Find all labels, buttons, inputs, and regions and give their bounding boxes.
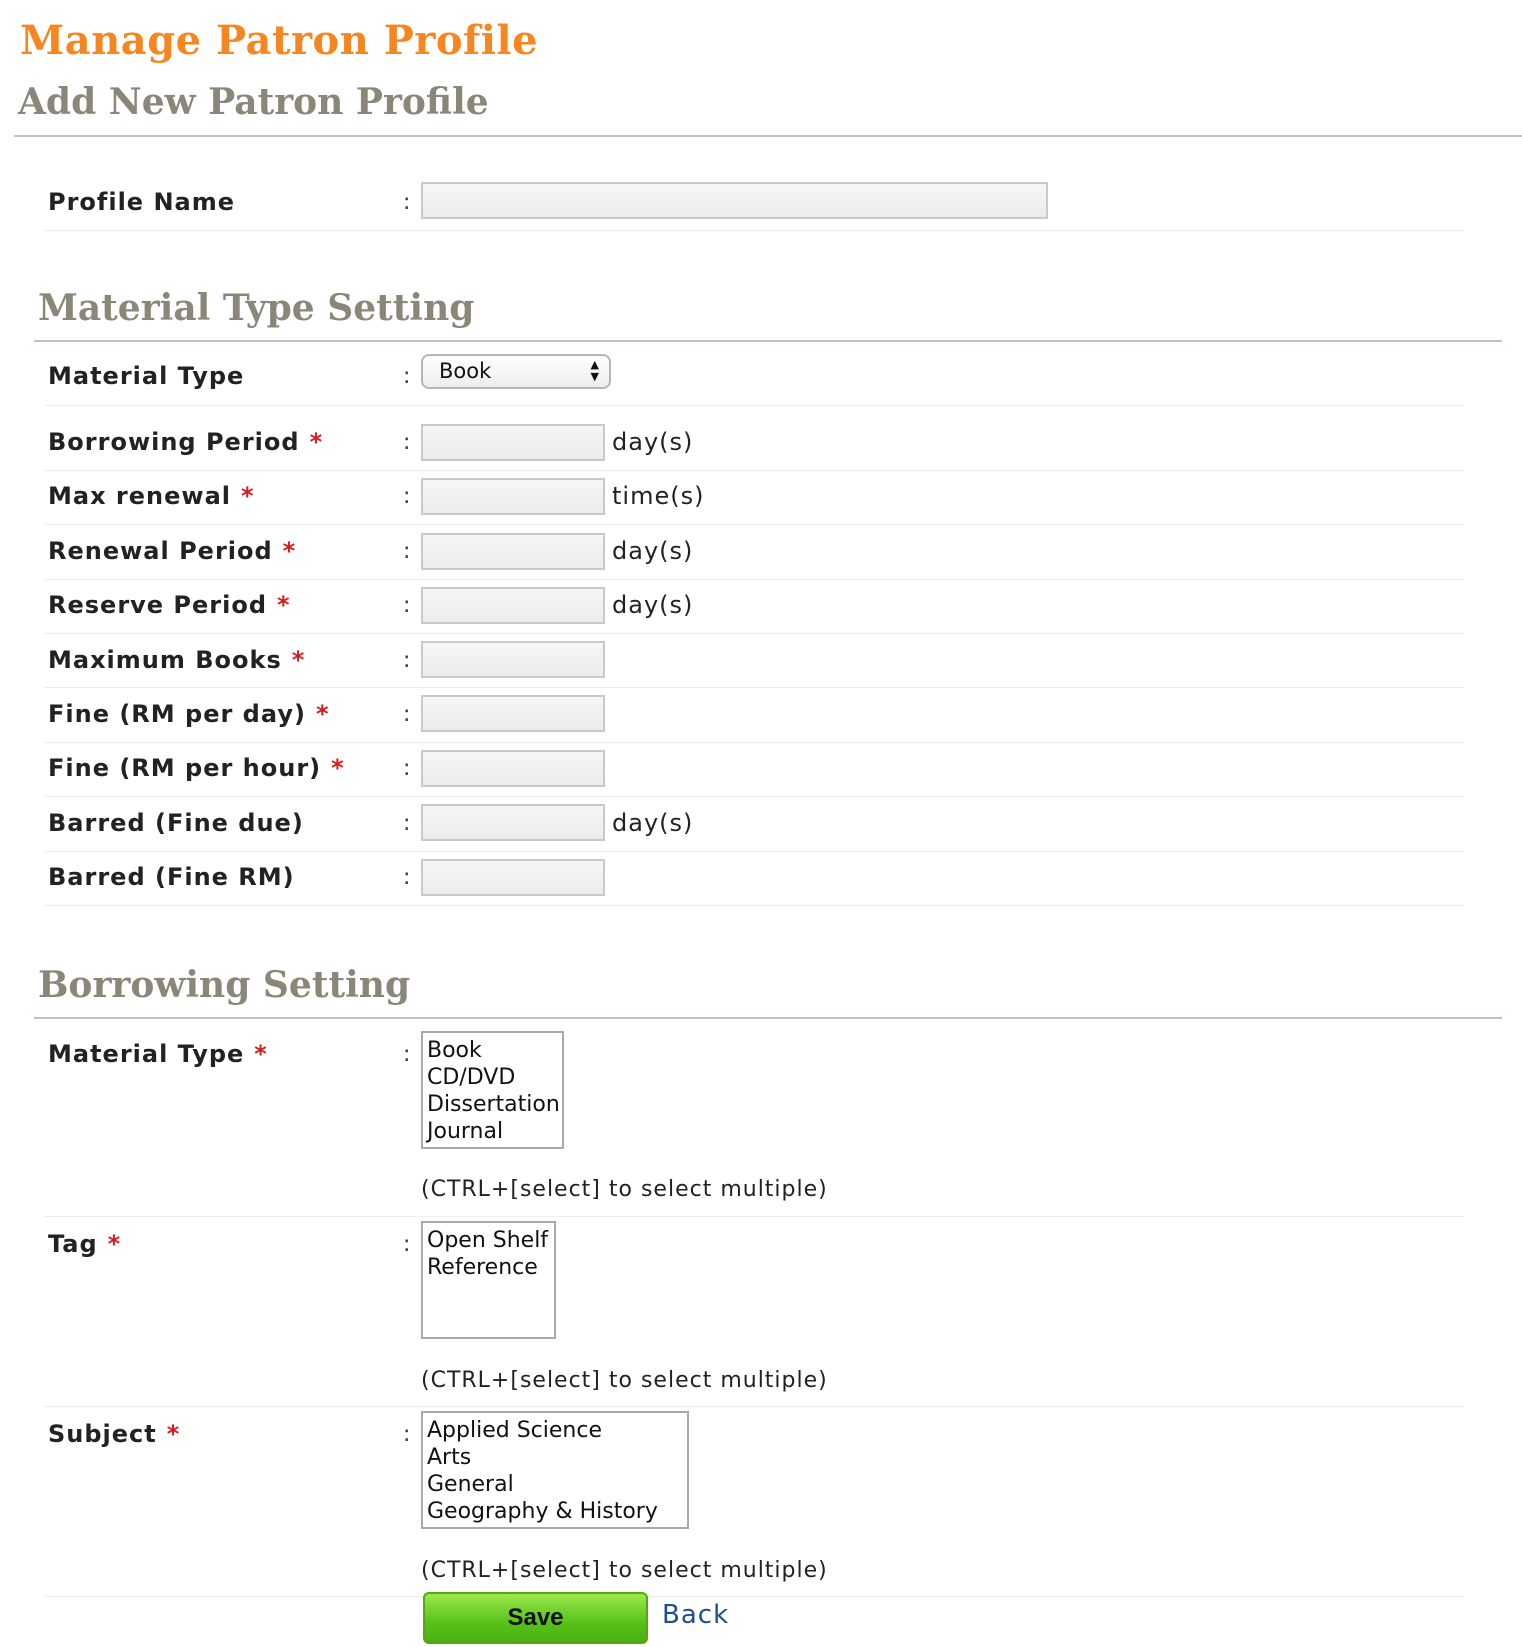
- required-marker: *: [107, 1230, 122, 1258]
- colon: :: [403, 648, 411, 673]
- row-divider: [44, 1216, 1464, 1217]
- barred-fine-rm-input[interactable]: [421, 859, 605, 896]
- maximum-books-label: Maximum Books *: [48, 646, 306, 674]
- required-marker: *: [315, 700, 330, 728]
- colon: :: [403, 811, 411, 836]
- fine-per-hour-input[interactable]: [421, 750, 605, 787]
- maximum-books-input[interactable]: [421, 641, 605, 678]
- borrowing-period-unit: day(s): [612, 428, 694, 456]
- barred-fine-rm-label: Barred (Fine RM): [48, 863, 295, 891]
- reserve-period-unit: day(s): [612, 591, 694, 619]
- renewal-period-input[interactable]: [421, 533, 605, 570]
- tag-label: Tag *: [48, 1230, 122, 1258]
- colon: :: [403, 190, 411, 215]
- material-type-select[interactable]: [421, 354, 611, 389]
- fine-per-day-input[interactable]: [421, 695, 605, 732]
- required-marker: *: [166, 1420, 181, 1448]
- renewal-period-label: Renewal Period *: [48, 537, 297, 565]
- required-marker: *: [277, 591, 291, 619]
- multi-select-hint: (CTRL+[select] to select multiple): [421, 1177, 828, 1202]
- profile-name-label: Profile Name: [48, 188, 236, 216]
- row-divider: [44, 230, 1464, 231]
- page-title: Manage Patron Profile: [20, 17, 539, 64]
- barred-fine-due-label: Barred (Fine due): [48, 809, 304, 837]
- select-arrows-icon: ▲ ▼: [590, 358, 599, 383]
- row-divider: [44, 796, 1464, 797]
- material-type-listbox[interactable]: [421, 1031, 564, 1149]
- required-marker: *: [331, 754, 345, 782]
- multi-select-hint: (CTRL+[select] to select multiple): [421, 1558, 828, 1583]
- row-divider: [44, 851, 1464, 852]
- listbox-option[interactable]: Geography & History: [427, 1499, 658, 1524]
- row-divider: [44, 633, 1464, 634]
- material-type-setting-title: Material Type Setting: [38, 287, 475, 329]
- barred-fine-due-unit: day(s): [612, 809, 694, 837]
- listbox-option[interactable]: Journal: [427, 1119, 504, 1144]
- row-divider: [44, 405, 1464, 406]
- row-divider: [44, 470, 1464, 471]
- material-section-divider: [34, 340, 1502, 342]
- borrowing-section-divider: [34, 1017, 1502, 1019]
- reserve-period-input[interactable]: [421, 587, 605, 624]
- save-button[interactable]: Save: [423, 1592, 648, 1644]
- colon: :: [403, 364, 411, 389]
- colon: :: [403, 865, 411, 890]
- borrowing-material-type-label: Material Type *: [48, 1040, 268, 1068]
- colon: :: [403, 1232, 411, 1257]
- profile-name-input[interactable]: [421, 182, 1048, 219]
- listbox-option[interactable]: General: [427, 1472, 514, 1497]
- back-link[interactable]: Back: [662, 1600, 730, 1630]
- row-divider: [44, 1406, 1464, 1407]
- borrowing-period-label: Borrowing Period *: [48, 428, 324, 456]
- barred-fine-due-input[interactable]: [421, 804, 605, 841]
- row-divider: [44, 579, 1464, 580]
- fine-per-day-label: Fine (RM per day) *: [48, 700, 330, 728]
- listbox-option[interactable]: Arts: [427, 1445, 472, 1470]
- colon: :: [403, 484, 411, 509]
- colon: :: [403, 539, 411, 564]
- colon: :: [403, 756, 411, 781]
- fine-per-hour-label: Fine (RM per hour) *: [48, 754, 345, 782]
- colon: :: [403, 1422, 411, 1447]
- required-marker: *: [282, 537, 297, 565]
- listbox-option[interactable]: Dissertation: [427, 1092, 560, 1117]
- row-divider: [44, 524, 1464, 525]
- required-marker: *: [254, 1040, 268, 1068]
- colon: :: [403, 593, 411, 618]
- listbox-option[interactable]: CD/DVD: [427, 1065, 516, 1090]
- tag-listbox[interactable]: [421, 1221, 556, 1339]
- required-marker: *: [309, 428, 324, 456]
- required-marker: *: [240, 482, 255, 510]
- listbox-option[interactable]: Applied Science: [427, 1418, 602, 1443]
- row-divider: [44, 1596, 1464, 1597]
- row-divider: [44, 742, 1464, 743]
- colon: :: [403, 1042, 411, 1067]
- subject-label: Subject *: [48, 1420, 181, 1448]
- colon: :: [403, 702, 411, 727]
- listbox-option[interactable]: Reference: [427, 1255, 538, 1280]
- subtitle-divider: [14, 135, 1522, 137]
- row-divider: [44, 687, 1464, 688]
- row-divider: [44, 905, 1464, 906]
- renewal-period-unit: day(s): [612, 537, 694, 565]
- borrowing-period-input[interactable]: [421, 424, 605, 461]
- subject-listbox[interactable]: [421, 1411, 689, 1529]
- material-type-label: Material Type: [48, 362, 245, 390]
- max-renewal-unit: time(s): [612, 482, 705, 510]
- listbox-option[interactable]: Book: [427, 1038, 482, 1063]
- required-marker: *: [291, 646, 306, 674]
- reserve-period-label: Reserve Period *: [48, 591, 291, 619]
- borrowing-setting-title: Borrowing Setting: [38, 964, 411, 1006]
- multi-select-hint: (CTRL+[select] to select multiple): [421, 1368, 828, 1393]
- max-renewal-input[interactable]: [421, 478, 605, 515]
- colon: :: [403, 430, 411, 455]
- subtitle: Add New Patron Profile: [18, 81, 489, 123]
- material-type-selected: Book: [439, 359, 492, 383]
- listbox-option[interactable]: Open Shelf: [427, 1228, 549, 1253]
- max-renewal-label: Max renewal *: [48, 482, 255, 510]
